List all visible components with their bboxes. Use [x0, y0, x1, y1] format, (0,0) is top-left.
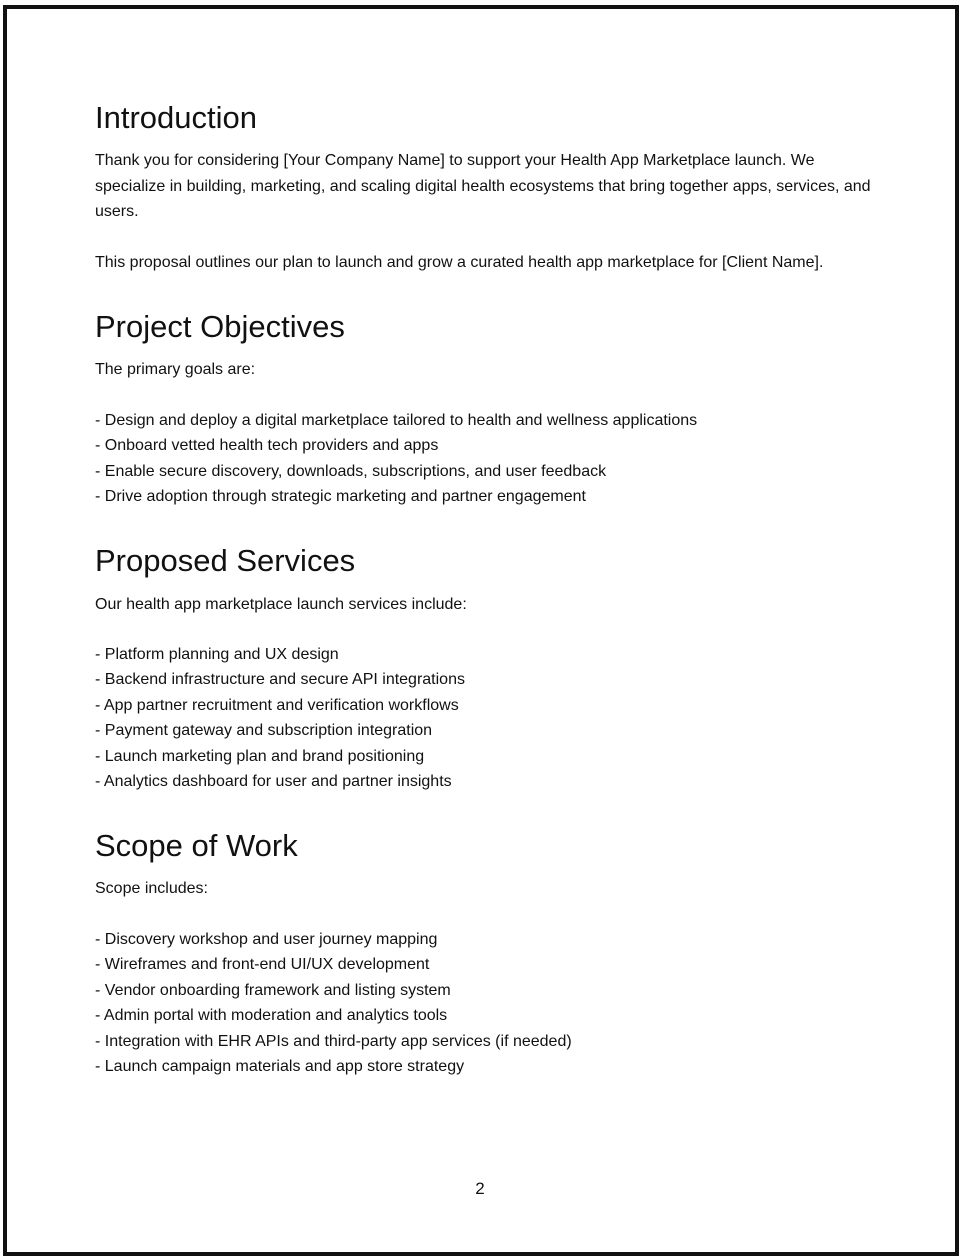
- services-list-item: - Backend infrastructure and secure API integrations: [95, 671, 465, 689]
- objectives-intro: The primary goals are:: [95, 361, 256, 378]
- scope-list-item: - Integration with EHR APIs and third-party app services (if needed): [95, 1032, 572, 1050]
- scope-list-item: - Launch campaign materials and app store strategy: [95, 1058, 465, 1076]
- services-list: [95, 642, 465, 794]
- services-list-item: - Launch marketing plan and brand positioning: [95, 747, 425, 765]
- scope-list: [95, 927, 572, 1079]
- page-number: 2: [475, 1179, 485, 1198]
- objectives-list-item: - Onboard vetted health tech providers and apps: [95, 437, 439, 455]
- services-heading: Proposed Services: [95, 543, 356, 578]
- scope-heading: Scope of Work: [95, 828, 298, 863]
- services-list-item: - Platform planning and UX design: [95, 646, 339, 663]
- introduction-heading: Introduction: [95, 100, 257, 135]
- services-list-item: - Payment gateway and subscription integration: [95, 722, 433, 740]
- objectives-heading: Project Objectives: [95, 309, 345, 344]
- scope-list-item: - Discovery workshop and user journey mapping: [95, 931, 438, 948]
- objectives-list-item: - Drive adoption through strategic marketing and partner engagement: [95, 488, 586, 506]
- scope-list-item: - Vendor onboarding framework and listing system: [95, 981, 451, 999]
- scope-intro: Scope includes:: [95, 880, 208, 897]
- scope-list-item: - Wireframes and front-end UI/UX development: [95, 956, 430, 974]
- introduction-paragraph-1: Thank you for considering [Your Company Name] to support your Health App Marketplace launch. We specialize in building, marketing, and scaling digital health ecosystems that bring together apps, services, and users.: [95, 152, 871, 220]
- scope-list-item: - Admin portal with moderation and analytics tools: [95, 1007, 448, 1025]
- objectives-list-item: - Design and deploy a digital marketplace tailored to health and wellness applications: [95, 412, 698, 429]
- services-list-item: - App partner recruitment and verification workflows: [95, 696, 459, 714]
- introduction-paragraph-2: This proposal outlines our plan to launch and grow a curated health app marketplace for [Client Name].: [95, 254, 824, 271]
- services-list-item: - Analytics dashboard for user and partner insights: [95, 773, 452, 791]
- objectives-list: [95, 408, 697, 510]
- services-intro: Our health app marketplace launch services include:: [95, 596, 467, 613]
- objectives-list-item: - Enable secure discovery, downloads, subscriptions, and user feedback: [95, 462, 607, 480]
